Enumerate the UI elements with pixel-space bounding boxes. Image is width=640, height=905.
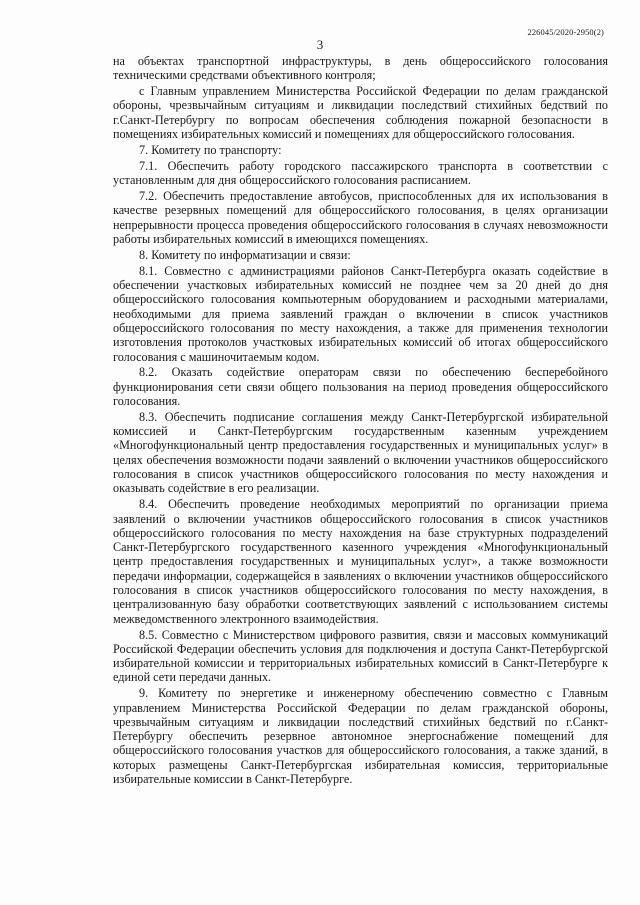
paragraph-8-1: 8.1. Совместно с администрациями районов Санкт-Петербурга оказать содействие в обеспечении участковых избирательных комиссий не позднее чем за 20 дней до дня общероссийского голосования компьютерным оборудованием и расходными материалами, необходимыми для приема заявлений граждан о включении в список участников общероссийского голосования по месту нахождения, а также для применения технологии изготовления протоколов участковых избирательных комиссий об итогах общероссийского голосования с машиночитаемым кодом. [113,263,608,364]
paragraph-8-5: 8.5. Совместно с Министерством цифрового развития, связи и массовых коммуникаций Российской Федерации обеспечить условия для подключения и доступа Санкт-Петербургской избирательной комиссии и территориальных избирательных комиссий в Санкт-Петербурге к единой сети передачи данных. [113,627,608,685]
paragraph-7-1: 7.1. Обеспечить работу городского пассажирского транспорта в соответствии с установленным для дня общероссийского голосования расписанием. [113,158,608,188]
document-number: 226045/2020-2950(2) [527,27,604,37]
document-body [113,54,608,788]
paragraph-8-4: 8.4. Обеспечить проведение необходимых мероприятий по организации приема заявлений о включении участников общероссийского голосования в список участников общероссийского голосования по месту нахождения на базе структурных подразделений Санкт-Петербургского государственного казенного учреждения «Многофункциональный центр предоставления государственных и муниципальных услуг», а также возможности передачи информации, содержащейся в заявлениях о включении участников общероссийского голосования в список участников общероссийского голосования по месту нахождения, в централизованную базу обработки соответствующих заявлений с использованием системы межведомственного электронного взаимодействия. [113,497,608,626]
paragraph-8-3: 8.3. Обеспечить подписание соглашения между Санкт-Петербургской избирательной комиссией и Санкт-Петербургским государственным казенным учреждением «Многофункциональный центр предоставления государственных и муниципальных услуг» в целях обеспечения возможности подачи заявлений о включении участников общероссийского голосования в список участников общероссийского голосования по месту нахождения и оказывать содействие в его реализации. [113,409,608,496]
paragraph-8-2: 8.2. Оказать содействие операторам связи по обеспечению бесперебойного функционирования сети связи общего пользования на период проведения общероссийского голосования. [113,365,608,408]
paragraph-8-heading: 8. Комитету по информатизации и связи: [139,247,351,262]
paragraph-7-heading: 7. Комитету по транспорту: [139,142,282,157]
page-number: 3 [316,37,324,52]
paragraph-9: 9. Комитету по энергетике и инженерному обеспечению совместно с Главным управлением Министерства Российской Федерации по делам гражданской обороны, чрезвычайным ситуациям и ликвидации последствий стихийных бедствий по г.Санкт-Петербургу обеспечить резервное автономное энергоснабжение помещений для общероссийского голосования участков для общероссийского голосования, а также зданий, в которых размещены Санкт-Петербургская избирательная комиссия, территориальные избирательные комиссии в Санкт-Петербурге. [113,686,608,787]
paragraph-fire-safety: с Главным управлением Министерства Российской Федерации по делам гражданской обороны, чрезвычайным ситуациям и ликвидации последствий стихийных бедствий по г.Санкт-Петербургу по вопросам обеспечения соблюдения пожарной безопасности в помещениях избирательных комиссий и помещениях для общероссийского голосования. [113,84,608,142]
paragraph-transport-infrastructure-cont: на объектах транспортной инфраструктуры, в день общероссийского голосования техническими средствами объективного контроля; [113,54,608,83]
paragraph-7-2: 7.2. Обеспечить предоставление автобусов, приспособленных для их использования в качестве резервных помещений для общероссийского голосования, в целях организации непрерывности процесса проведения общероссийского голосования в случаях невозможности работы избирательных комиссий в имеющихся помещениях. [113,189,608,246]
